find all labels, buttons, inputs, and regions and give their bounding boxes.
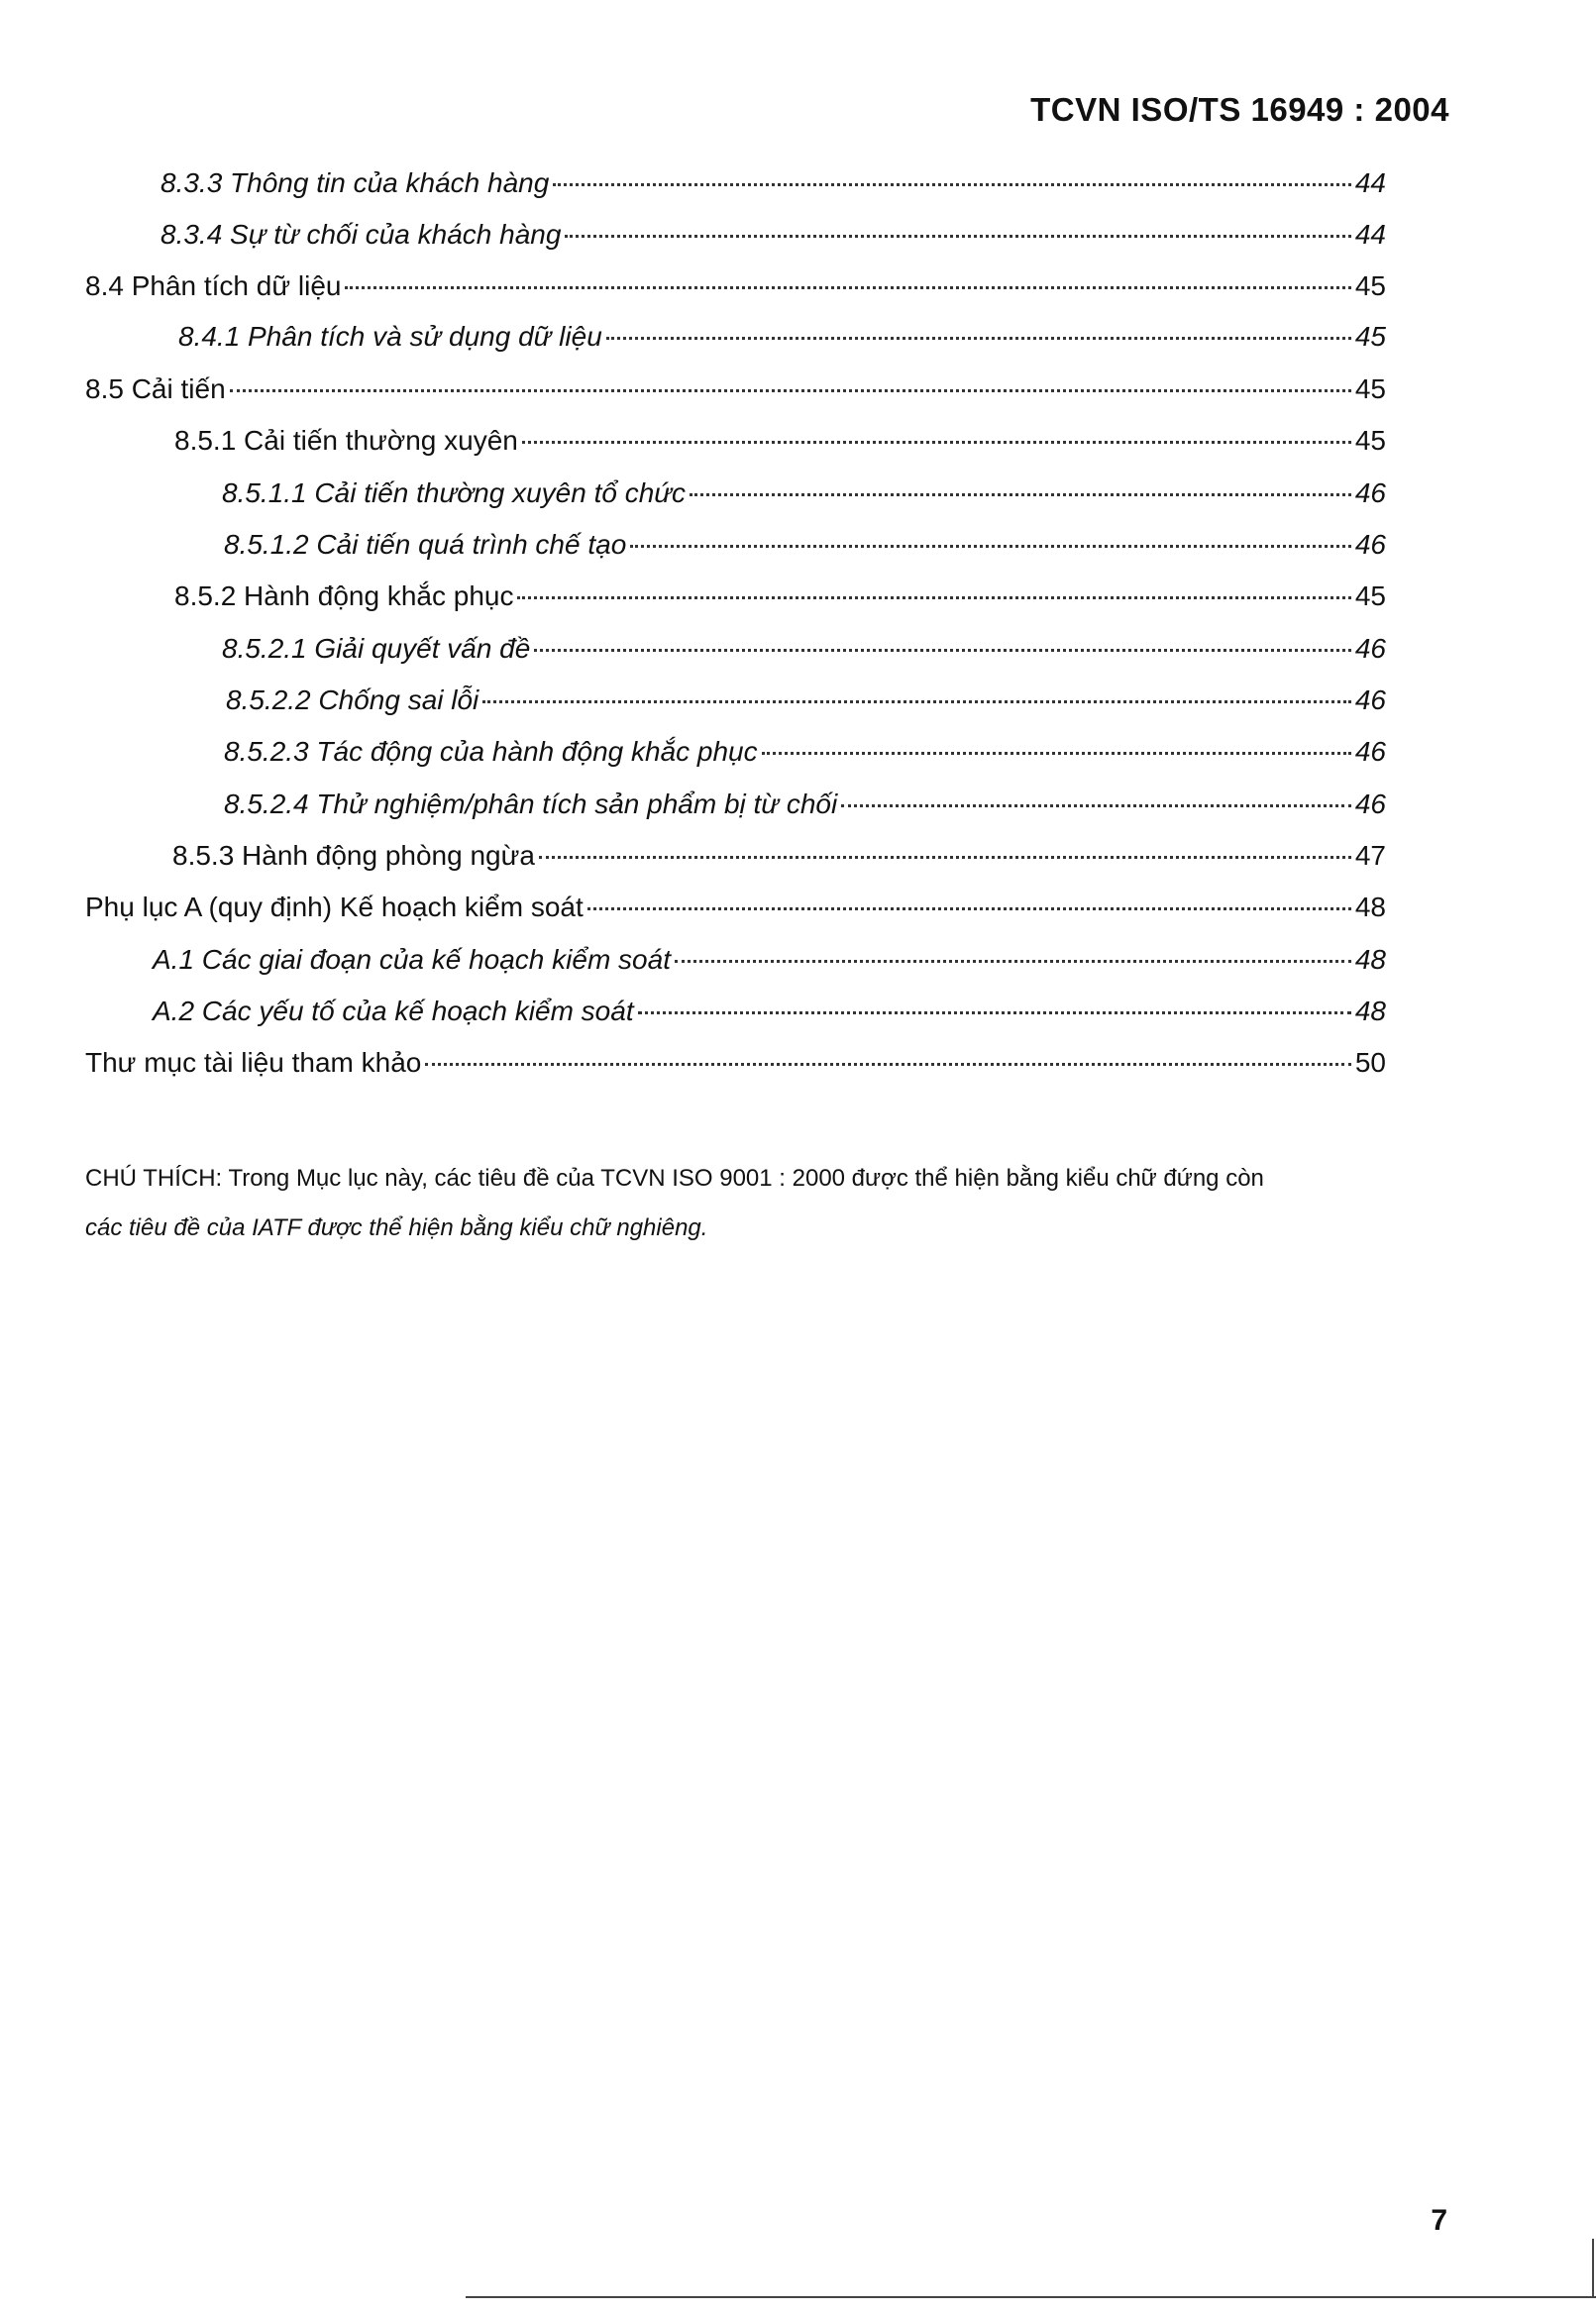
toc-row-page: 48 xyxy=(1354,996,1386,1026)
toc-leader xyxy=(553,183,1351,186)
toc-leader xyxy=(534,649,1351,652)
toc-row-page: 46 xyxy=(1354,477,1386,508)
toc-row-title: Phụ lục A (quy định) Kế hoạch kiểm soát xyxy=(85,892,584,922)
toc-leader xyxy=(841,804,1351,807)
standard-code-header: TCVN ISO/TS 16949 : 2004 xyxy=(1030,91,1449,128)
toc-leader xyxy=(675,960,1351,963)
toc-row-page: 48 xyxy=(1354,892,1386,922)
toc-row-title: Thư mục tài liệu tham khảo xyxy=(85,1047,422,1078)
toc-row-title: 8.5.2.1 Giải quyết vấn đề xyxy=(222,633,531,664)
toc-row-page: 46 xyxy=(1354,789,1386,819)
toc-row-title: 8.5.1.2 Cải tiến quá trình chế tạo xyxy=(224,529,627,560)
toc-row-page: 44 xyxy=(1354,167,1386,198)
toc-row-title: 8.5.1 Cải tiến thường xuyên xyxy=(174,425,518,456)
note-label: CHÚ THÍCH: xyxy=(85,1165,223,1192)
toc-row xyxy=(160,165,1386,201)
toc-row-title: A.1 Các giai đoạn của kế hoạch kiểm soát xyxy=(153,944,671,975)
toc-row xyxy=(172,838,1386,874)
toc-leader xyxy=(638,1011,1351,1014)
toc-leader xyxy=(345,286,1350,289)
toc-row xyxy=(224,734,1386,770)
toc-row-page: 45 xyxy=(1354,321,1386,352)
toc-row-title: 8.5.2.3 Tác động của hành động khắc phục xyxy=(224,736,758,767)
toc-leader xyxy=(522,441,1351,444)
toc-row xyxy=(222,475,1386,511)
toc-row xyxy=(153,942,1386,978)
toc-leader xyxy=(539,856,1351,859)
toc-note xyxy=(85,1154,1472,1253)
toc-leader xyxy=(230,389,1351,392)
toc-row-page: 48 xyxy=(1354,944,1386,975)
toc-row xyxy=(174,423,1386,459)
toc-row-title: 8.5.1.1 Cải tiến thường xuyên tổ chức xyxy=(222,477,687,508)
toc-row-page: 46 xyxy=(1354,529,1386,560)
toc-row-page: 45 xyxy=(1354,425,1386,456)
toc-row-page: 46 xyxy=(1354,684,1386,715)
toc-row xyxy=(153,994,1386,1029)
toc-row xyxy=(224,527,1386,563)
toc-row-page: 44 xyxy=(1354,219,1386,250)
corner-mark xyxy=(1592,2239,1594,2296)
toc-row-title: 8.3.3 Thông tin của khách hàng xyxy=(160,167,550,198)
toc-row-page: 47 xyxy=(1354,840,1386,871)
toc-row-title: 8.4.1 Phân tích và sử dụng dữ liệu xyxy=(178,321,602,352)
toc-row xyxy=(160,217,1386,253)
page-number: 7 xyxy=(1431,2204,1447,2237)
toc-leader xyxy=(587,907,1351,910)
toc-row xyxy=(224,787,1386,822)
toc-row-title: 8.5.2.4 Thử nghiệm/phân tích sản phẩm bị từ chối xyxy=(224,789,838,819)
toc-leader xyxy=(606,337,1351,340)
bottom-rule xyxy=(466,2296,1596,2298)
toc-row xyxy=(222,631,1386,667)
toc-row-page: 45 xyxy=(1354,580,1386,611)
toc-row-title: 8.5.2 Hành động khắc phục xyxy=(174,580,514,611)
toc-leader xyxy=(762,752,1351,755)
toc-row-page: 45 xyxy=(1354,373,1386,404)
toc-row xyxy=(85,1045,1386,1081)
toc-row-page: 46 xyxy=(1354,736,1386,767)
note-text-line1: Trong Mục lục này, các tiêu đề của TCVN ISO 9001 : 2000 được thể hiện bằng kiểu chữ đứng còn xyxy=(222,1165,1264,1192)
toc-row xyxy=(85,268,1386,304)
toc-leader xyxy=(517,596,1350,599)
toc-row xyxy=(178,319,1386,355)
toc-row-title: A.2 Các yếu tố của kế hoạch kiểm soát xyxy=(153,996,634,1026)
toc-row xyxy=(174,578,1386,614)
toc-row xyxy=(226,683,1386,718)
toc-row-title: 8.3.4 Sự từ chối của khách hàng xyxy=(160,219,562,250)
toc-row-title: 8.4 Phân tích dữ liệu xyxy=(85,270,342,301)
toc-leader xyxy=(565,235,1350,238)
toc-leader xyxy=(425,1063,1351,1066)
toc-row xyxy=(85,371,1386,407)
toc-leader xyxy=(690,493,1351,496)
toc-row-page: 46 xyxy=(1354,633,1386,664)
toc-row-page: 45 xyxy=(1354,270,1386,301)
toc-row-title: 8.5 Cải tiến xyxy=(85,373,226,404)
toc-leader xyxy=(630,545,1351,548)
toc-row xyxy=(85,890,1386,925)
toc-row-title: 8.5.2.2 Chống sai lỗi xyxy=(226,684,479,715)
toc-row-page: 50 xyxy=(1354,1047,1386,1078)
toc-leader xyxy=(482,700,1351,703)
note-text-line2: các tiêu đề của IATF được thể hiện bằng kiểu chữ nghiêng. xyxy=(85,1214,708,1241)
toc-row-title: 8.5.3 Hành động phòng ngừa xyxy=(172,840,535,871)
